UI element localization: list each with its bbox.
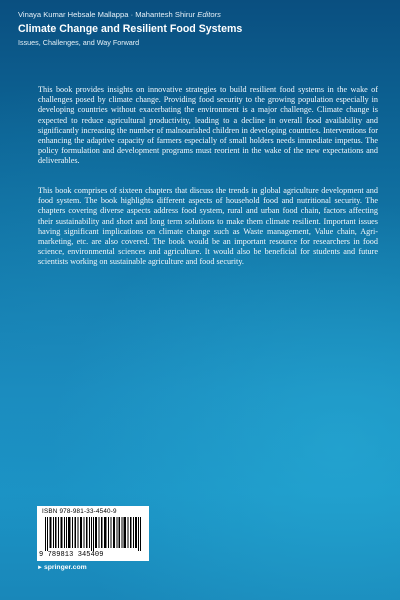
- book-title: Climate Change and Resilient Food Systems: [18, 23, 243, 35]
- isbn-number: ISBN 978-981-33-4540-9: [42, 508, 117, 515]
- publisher-link[interactable]: [37, 564, 87, 572]
- book-subtitle: Issues, Challenges, and Way Forward: [18, 38, 140, 47]
- barcode-digits: 9 789813 345409: [39, 551, 104, 559]
- barcode-icon: [45, 517, 141, 551]
- editors-role: Editors: [197, 10, 221, 19]
- editor-names: Vinaya Kumar Hebsale Mallappa · Mahantesh Shirur: [18, 10, 196, 19]
- arrow-right-icon: ►: [37, 565, 43, 571]
- publisher-url: springer.com: [43, 564, 87, 571]
- blurb-paragraph-2: This book comprises of sixteen chapters that discuss the trends in global agriculture development and food system. The book highlights different aspects of household food and nutritional security. The chapters covering diverse aspects address food system, rural and urban food chain, factors affecting their sustainability and short and long term solutions to make them climate resilient. Important issues having significant implications on climate change such as Waste management, Value chain, Agri-marketing, etc. are also covered. The book would be an important resource for researchers in food science, environmental sciences and agriculture. It would also be beneficial for students and future scientists working on sustainable agriculture and food security.: [38, 186, 378, 267]
- editors-line: [18, 10, 384, 20]
- cover-header: [18, 10, 384, 48]
- isbn-barcode-box: [37, 506, 149, 561]
- blurb-paragraph-1: This book provides insights on innovative strategies to build resilient food systems in the wake of challenges posed by climate change. Providing food security to the growing population especially in developing countries without exacerbating the environment is a major challenge. Climate change is expected to reduce agricultural productivity, leading to a decline in overall food availability and significantly increasing the number of malnourished children in developing countries. Interventions for enhancing the adaptive capacity of farmers especially of small holders needs immediate impetus. The policy formulation and development programs must reorient in the wake of the new expectations and deliverables.: [38, 85, 378, 166]
